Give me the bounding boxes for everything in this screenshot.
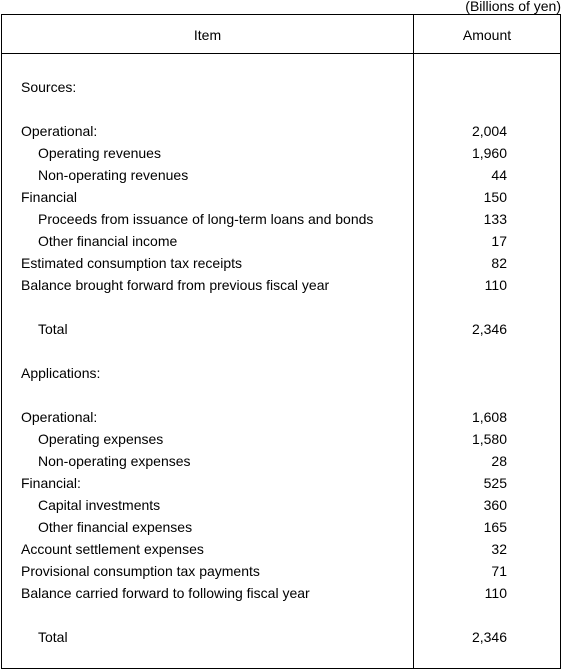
spacer-row: [2, 384, 560, 406]
table-row: [2, 164, 560, 186]
spacer-row: [2, 604, 560, 626]
spacer-row: [2, 98, 560, 120]
row-label: Balance brought forward from previous fiscal year: [21, 277, 330, 293]
total-value: 2,346: [471, 321, 507, 337]
spacer-row: [2, 296, 560, 318]
total-value: 2,346: [471, 629, 507, 645]
row-value: 44: [491, 167, 507, 183]
row-label: Proceeds from issuance of long-term loans and bonds: [38, 211, 374, 227]
sources-heading: Sources:: [21, 79, 77, 95]
applications-total-row: [2, 626, 560, 648]
table-row: [2, 582, 560, 604]
unit-note: (Billions of yen): [465, 0, 561, 14]
row-value: 71: [491, 563, 507, 579]
row-label: Financial: [21, 189, 78, 205]
total-label: Total: [38, 629, 68, 645]
spacer-row: [2, 54, 560, 76]
table-row: [2, 120, 560, 142]
table-row: [2, 186, 560, 208]
row-value: 110: [484, 585, 507, 601]
funds-table: [1, 14, 561, 669]
row-label: Operational:: [21, 409, 98, 425]
total-label: Total: [38, 321, 68, 337]
row-value: 150: [483, 189, 507, 205]
table-row: [2, 274, 560, 296]
row-label: Other financial income: [38, 233, 178, 249]
row-value: 1,608: [471, 409, 507, 425]
row-label: Operating revenues: [38, 145, 161, 161]
applications-heading: Applications:: [21, 365, 101, 381]
applications-heading-row: [2, 362, 560, 384]
table-row: [2, 428, 560, 450]
table-row: [2, 494, 560, 516]
row-value: 32: [491, 541, 507, 557]
row-label: Estimated consumption tax receipts: [21, 255, 242, 271]
table-row: [2, 450, 560, 472]
row-label: Non-operating expenses: [38, 453, 191, 469]
sources-total-row: [2, 318, 560, 340]
table-row: [2, 252, 560, 274]
row-value: 17: [491, 233, 507, 249]
row-value: 133: [483, 211, 507, 227]
table-row: [2, 142, 560, 164]
row-label: Financial:: [21, 475, 81, 491]
sources-heading-row: [2, 76, 560, 98]
row-value: 28: [491, 453, 507, 469]
table-row: [2, 538, 560, 560]
row-label: Operating expenses: [38, 431, 164, 447]
row-label: Other financial expenses: [38, 519, 193, 535]
table-header: [2, 15, 560, 54]
spacer-row: [2, 340, 560, 362]
row-value: 525: [483, 475, 507, 491]
table-row: [2, 472, 560, 494]
table-body: [2, 54, 560, 648]
row-label: Operational:: [21, 123, 98, 139]
row-label: Provisional consumption tax payments: [21, 563, 260, 579]
row-value: 360: [483, 497, 507, 513]
header-amount: Amount: [462, 27, 512, 43]
row-value: 82: [491, 255, 507, 271]
row-label: Account settlement expenses: [21, 541, 204, 557]
header-item: Item: [193, 27, 222, 43]
row-value: 2,004: [471, 123, 507, 139]
row-value: 1,960: [471, 145, 507, 161]
table-row: [2, 208, 560, 230]
table-row: [2, 516, 560, 538]
row-label: Capital investments: [38, 497, 161, 513]
row-label: Balance carried forward to following fiscal year: [21, 585, 310, 601]
row-value: 165: [483, 519, 507, 535]
table-row: [2, 406, 560, 428]
table-row: [2, 230, 560, 252]
row-value: 1,580: [471, 431, 507, 447]
row-label: Non-operating revenues: [38, 167, 189, 183]
row-value: 110: [484, 277, 507, 293]
table-row: [2, 560, 560, 582]
